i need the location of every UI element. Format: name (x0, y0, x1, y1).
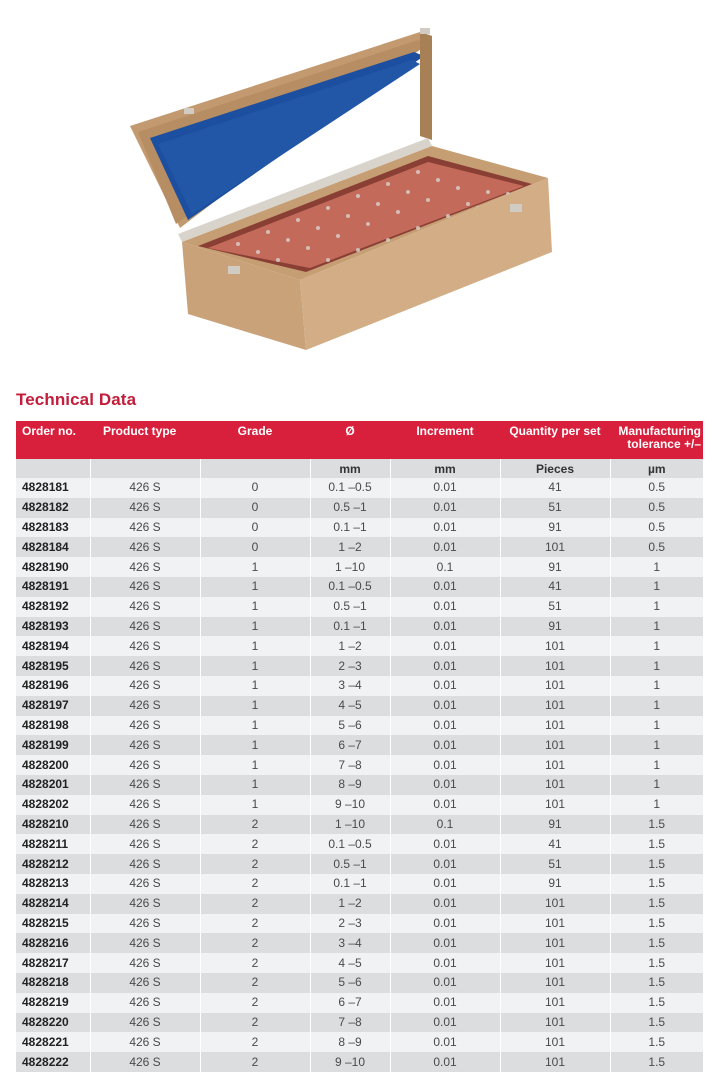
tolerance-header-line2: tolerance +/– (627, 437, 701, 451)
cell-order-no: 4828202 (16, 795, 90, 815)
cell-product-type: 426 S (90, 933, 200, 953)
column-header-product-type: Product type (90, 421, 200, 459)
cell-tolerance: 1.5 (610, 1052, 703, 1072)
cell-diameter: 5 –6 (310, 716, 390, 736)
table-row (16, 1013, 703, 1033)
cell-increment: 0.01 (390, 953, 500, 973)
cell-grade: 2 (200, 953, 310, 973)
cell-tolerance: 1.5 (610, 973, 703, 993)
cell-diameter: 8 –9 (310, 1032, 390, 1052)
cell-quantity: 101 (500, 676, 610, 696)
cell-grade: 2 (200, 894, 310, 914)
cell-product-type: 426 S (90, 874, 200, 894)
table-header-row (16, 421, 703, 459)
cell-grade: 1 (200, 636, 310, 656)
cell-order-no: 4828219 (16, 993, 90, 1013)
cell-order-no: 4828210 (16, 815, 90, 835)
cell-grade: 0 (200, 478, 310, 498)
cell-increment: 0.01 (390, 656, 500, 676)
table-row (16, 795, 703, 815)
cell-product-type: 426 S (90, 815, 200, 835)
cell-quantity: 101 (500, 656, 610, 676)
cell-order-no: 4828212 (16, 854, 90, 874)
cell-quantity: 91 (500, 617, 610, 637)
cell-diameter: 0.1 –0.5 (310, 834, 390, 854)
cell-grade: 1 (200, 557, 310, 577)
table-row (16, 676, 703, 696)
table-row (16, 1052, 703, 1072)
unit-product-type (90, 459, 200, 478)
technical-data-table (16, 421, 703, 1072)
cell-diameter: 7 –8 (310, 1013, 390, 1033)
table-row (16, 656, 703, 676)
cell-order-no: 4828196 (16, 676, 90, 696)
table-row (16, 973, 703, 993)
cell-order-no: 4828213 (16, 874, 90, 894)
cell-order-no: 4828184 (16, 537, 90, 557)
cell-diameter: 4 –5 (310, 953, 390, 973)
cell-product-type: 426 S (90, 617, 200, 637)
cell-increment: 0.01 (390, 537, 500, 557)
cell-increment: 0.01 (390, 597, 500, 617)
cell-increment: 0.01 (390, 617, 500, 637)
cell-quantity: 91 (500, 557, 610, 577)
table-row (16, 716, 703, 736)
cell-diameter: 0.5 –1 (310, 498, 390, 518)
cell-quantity: 51 (500, 597, 610, 617)
cell-increment: 0.01 (390, 973, 500, 993)
cell-product-type: 426 S (90, 696, 200, 716)
table-row (16, 854, 703, 874)
table-row (16, 498, 703, 518)
tolerance-header-line1: Manufacturing (618, 424, 701, 438)
table-row (16, 815, 703, 835)
table-row (16, 933, 703, 953)
cell-product-type: 426 S (90, 755, 200, 775)
cell-tolerance: 1.5 (610, 854, 703, 874)
cell-tolerance: 1.5 (610, 993, 703, 1013)
cell-increment: 0.01 (390, 716, 500, 736)
cell-diameter: 9 –10 (310, 795, 390, 815)
clasp-icon (228, 266, 240, 274)
cell-product-type: 426 S (90, 1032, 200, 1052)
cell-product-type: 426 S (90, 953, 200, 973)
cell-grade: 0 (200, 518, 310, 538)
cell-increment: 0.01 (390, 676, 500, 696)
table-row (16, 874, 703, 894)
cell-increment: 0.1 (390, 815, 500, 835)
cell-product-type: 426 S (90, 894, 200, 914)
table-row (16, 894, 703, 914)
cell-grade: 2 (200, 973, 310, 993)
cell-quantity: 101 (500, 716, 610, 736)
cell-diameter: 0.1 –1 (310, 617, 390, 637)
column-header-order-no: Order no. (16, 421, 90, 459)
cell-product-type: 426 S (90, 735, 200, 755)
cell-tolerance: 1.5 (610, 894, 703, 914)
cell-tolerance: 1 (610, 735, 703, 755)
cell-tolerance: 1 (610, 775, 703, 795)
cell-tolerance: 1 (610, 617, 703, 637)
cell-quantity: 101 (500, 775, 610, 795)
cell-quantity: 101 (500, 1032, 610, 1052)
cell-diameter: 2 –3 (310, 656, 390, 676)
cell-tolerance: 1.5 (610, 953, 703, 973)
cell-order-no: 4828211 (16, 834, 90, 854)
table-row (16, 478, 703, 498)
cell-quantity: 101 (500, 795, 610, 815)
cell-order-no: 4828183 (16, 518, 90, 538)
cell-product-type: 426 S (90, 478, 200, 498)
table-row (16, 597, 703, 617)
cell-grade: 1 (200, 676, 310, 696)
cell-increment: 0.01 (390, 518, 500, 538)
table-row (16, 636, 703, 656)
column-header-grade: Grade (200, 421, 310, 459)
cell-increment: 0.01 (390, 914, 500, 934)
cell-product-type: 426 S (90, 597, 200, 617)
cell-increment: 0.01 (390, 755, 500, 775)
cell-product-type: 426 S (90, 795, 200, 815)
cell-quantity: 101 (500, 973, 610, 993)
cell-tolerance: 1.5 (610, 834, 703, 854)
cell-diameter: 6 –7 (310, 993, 390, 1013)
cell-order-no: 4828200 (16, 755, 90, 775)
cell-quantity: 101 (500, 933, 610, 953)
table-row (16, 834, 703, 854)
unit-quantity: Pieces (500, 459, 610, 478)
table-row (16, 696, 703, 716)
cell-order-no: 4828195 (16, 656, 90, 676)
cell-diameter: 0.5 –1 (310, 854, 390, 874)
cell-grade: 1 (200, 597, 310, 617)
cell-product-type: 426 S (90, 636, 200, 656)
cell-diameter: 7 –8 (310, 755, 390, 775)
cell-product-type: 426 S (90, 854, 200, 874)
cell-increment: 0.01 (390, 775, 500, 795)
cell-grade: 2 (200, 1013, 310, 1033)
cell-tolerance: 1.5 (610, 933, 703, 953)
cell-tolerance: 1 (610, 597, 703, 617)
cell-order-no: 4828220 (16, 1013, 90, 1033)
cell-tolerance: 1 (610, 755, 703, 775)
cell-increment: 0.01 (390, 894, 500, 914)
cell-diameter: 0.5 –1 (310, 597, 390, 617)
cell-grade: 1 (200, 755, 310, 775)
cell-product-type: 426 S (90, 537, 200, 557)
cell-product-type: 426 S (90, 518, 200, 538)
cell-increment: 0.01 (390, 478, 500, 498)
cell-order-no: 4828192 (16, 597, 90, 617)
cell-quantity: 101 (500, 537, 610, 557)
cell-grade: 2 (200, 834, 310, 854)
cell-tolerance: 1 (610, 795, 703, 815)
table-row (16, 993, 703, 1013)
cell-quantity: 51 (500, 498, 610, 518)
cell-tolerance: 1 (610, 716, 703, 736)
section-title: Technical Data (16, 390, 137, 409)
cell-quantity: 101 (500, 953, 610, 973)
cell-grade: 2 (200, 874, 310, 894)
cell-tolerance: 1.5 (610, 1013, 703, 1033)
cell-diameter: 4 –5 (310, 696, 390, 716)
cell-product-type: 426 S (90, 676, 200, 696)
pin-gauge-case-illustration (128, 28, 588, 358)
table-row (16, 577, 703, 597)
unit-grade (200, 459, 310, 478)
cell-product-type: 426 S (90, 716, 200, 736)
cell-grade: 2 (200, 993, 310, 1013)
table-row (16, 617, 703, 637)
cell-tolerance: 1.5 (610, 815, 703, 835)
cell-increment: 0.01 (390, 577, 500, 597)
cell-grade: 1 (200, 795, 310, 815)
cell-increment: 0.01 (390, 795, 500, 815)
column-header-increment: Increment (390, 421, 500, 459)
table-row (16, 755, 703, 775)
cell-tolerance: 0.5 (610, 478, 703, 498)
cell-order-no: 4828218 (16, 973, 90, 993)
cell-order-no: 4828221 (16, 1032, 90, 1052)
cell-product-type: 426 S (90, 914, 200, 934)
cell-tolerance: 0.5 (610, 518, 703, 538)
cell-product-type: 426 S (90, 1052, 200, 1072)
cell-tolerance: 1.5 (610, 914, 703, 934)
table-row (16, 557, 703, 577)
cell-product-type: 426 S (90, 656, 200, 676)
cell-increment: 0.01 (390, 1032, 500, 1052)
cell-diameter: 6 –7 (310, 735, 390, 755)
cell-order-no: 4828201 (16, 775, 90, 795)
cell-tolerance: 1 (610, 636, 703, 656)
cell-product-type: 426 S (90, 834, 200, 854)
cell-increment: 0.1 (390, 557, 500, 577)
table-row (16, 735, 703, 755)
cell-grade: 1 (200, 716, 310, 736)
cell-diameter: 3 –4 (310, 933, 390, 953)
cell-tolerance: 0.5 (610, 498, 703, 518)
cell-order-no: 4828214 (16, 894, 90, 914)
cell-increment: 0.01 (390, 874, 500, 894)
cell-order-no: 4828181 (16, 478, 90, 498)
cell-increment: 0.01 (390, 854, 500, 874)
cell-increment: 0.01 (390, 1052, 500, 1072)
cell-increment: 0.01 (390, 636, 500, 656)
unit-tolerance: µm (610, 459, 703, 478)
table-row (16, 518, 703, 538)
cell-diameter: 0.1 –1 (310, 518, 390, 538)
cell-quantity: 101 (500, 993, 610, 1013)
cell-grade: 0 (200, 498, 310, 518)
column-header-tolerance (610, 421, 703, 459)
clasp-icon (510, 204, 522, 212)
cell-diameter: 3 –4 (310, 676, 390, 696)
cell-increment: 0.01 (390, 933, 500, 953)
cell-grade: 1 (200, 656, 310, 676)
cell-diameter: 1 –2 (310, 636, 390, 656)
cell-diameter: 5 –6 (310, 973, 390, 993)
cell-tolerance: 1 (610, 577, 703, 597)
cell-quantity: 101 (500, 1013, 610, 1033)
cell-quantity: 41 (500, 577, 610, 597)
cell-quantity: 101 (500, 735, 610, 755)
cell-order-no: 4828198 (16, 716, 90, 736)
cell-grade: 2 (200, 1032, 310, 1052)
cell-tolerance: 1.5 (610, 1032, 703, 1052)
cell-diameter: 8 –9 (310, 775, 390, 795)
cell-diameter: 9 –10 (310, 1052, 390, 1072)
cell-order-no: 4828215 (16, 914, 90, 934)
cell-product-type: 426 S (90, 993, 200, 1013)
cell-diameter: 1 –10 (310, 815, 390, 835)
cell-grade: 2 (200, 933, 310, 953)
cell-increment: 0.01 (390, 696, 500, 716)
cell-grade: 1 (200, 577, 310, 597)
cell-quantity: 91 (500, 815, 610, 835)
cell-order-no: 4828191 (16, 577, 90, 597)
column-header-quantity: Quantity per set (500, 421, 610, 459)
cell-increment: 0.01 (390, 498, 500, 518)
cell-tolerance: 1 (610, 676, 703, 696)
cell-tolerance: 1 (610, 696, 703, 716)
cell-grade: 1 (200, 617, 310, 637)
cell-order-no: 4828197 (16, 696, 90, 716)
cell-quantity: 41 (500, 478, 610, 498)
cell-increment: 0.01 (390, 834, 500, 854)
cell-order-no: 4828194 (16, 636, 90, 656)
cell-grade: 2 (200, 815, 310, 835)
cell-order-no: 4828216 (16, 933, 90, 953)
cell-order-no: 4828222 (16, 1052, 90, 1072)
cell-grade: 1 (200, 735, 310, 755)
cell-quantity: 101 (500, 1052, 610, 1072)
cell-order-no: 4828193 (16, 617, 90, 637)
cell-quantity: 101 (500, 894, 610, 914)
cell-increment: 0.01 (390, 1013, 500, 1033)
cell-increment: 0.01 (390, 993, 500, 1013)
column-header-diameter: Ø (310, 421, 390, 459)
cell-product-type: 426 S (90, 577, 200, 597)
cell-product-type: 426 S (90, 557, 200, 577)
table-row (16, 775, 703, 795)
unit-order-no (16, 459, 90, 478)
cell-quantity: 101 (500, 696, 610, 716)
table-body (16, 478, 703, 1072)
cell-quantity: 41 (500, 834, 610, 854)
cell-order-no: 4828190 (16, 557, 90, 577)
table-row (16, 953, 703, 973)
cell-order-no: 4828199 (16, 735, 90, 755)
cell-grade: 2 (200, 1052, 310, 1072)
cell-grade: 1 (200, 775, 310, 795)
cell-tolerance: 1 (610, 557, 703, 577)
cell-quantity: 51 (500, 854, 610, 874)
product-photo (128, 28, 588, 358)
cell-quantity: 101 (500, 636, 610, 656)
cell-diameter: 1 –2 (310, 894, 390, 914)
cell-product-type: 426 S (90, 498, 200, 518)
table-units-row (16, 459, 703, 478)
cell-order-no: 4828182 (16, 498, 90, 518)
unit-diameter: mm (310, 459, 390, 478)
cell-quantity: 101 (500, 755, 610, 775)
cell-quantity: 101 (500, 914, 610, 934)
cell-diameter: 2 –3 (310, 914, 390, 934)
cell-diameter: 0.1 –0.5 (310, 478, 390, 498)
cell-quantity: 91 (500, 518, 610, 538)
table-row (16, 537, 703, 557)
cell-diameter: 1 –10 (310, 557, 390, 577)
cell-tolerance: 1.5 (610, 874, 703, 894)
cell-product-type: 426 S (90, 1013, 200, 1033)
table-row (16, 914, 703, 934)
cell-diameter: 1 –2 (310, 537, 390, 557)
cell-increment: 0.01 (390, 735, 500, 755)
cell-tolerance: 0.5 (610, 537, 703, 557)
cell-grade: 2 (200, 854, 310, 874)
cell-tolerance: 1 (610, 656, 703, 676)
cell-diameter: 0.1 –0.5 (310, 577, 390, 597)
cell-quantity: 91 (500, 874, 610, 894)
cell-product-type: 426 S (90, 775, 200, 795)
cell-grade: 0 (200, 537, 310, 557)
cell-grade: 2 (200, 914, 310, 934)
cell-diameter: 0.1 –1 (310, 874, 390, 894)
cell-grade: 1 (200, 696, 310, 716)
table-row (16, 1032, 703, 1052)
cell-product-type: 426 S (90, 973, 200, 993)
unit-increment: mm (390, 459, 500, 478)
cell-order-no: 4828217 (16, 953, 90, 973)
